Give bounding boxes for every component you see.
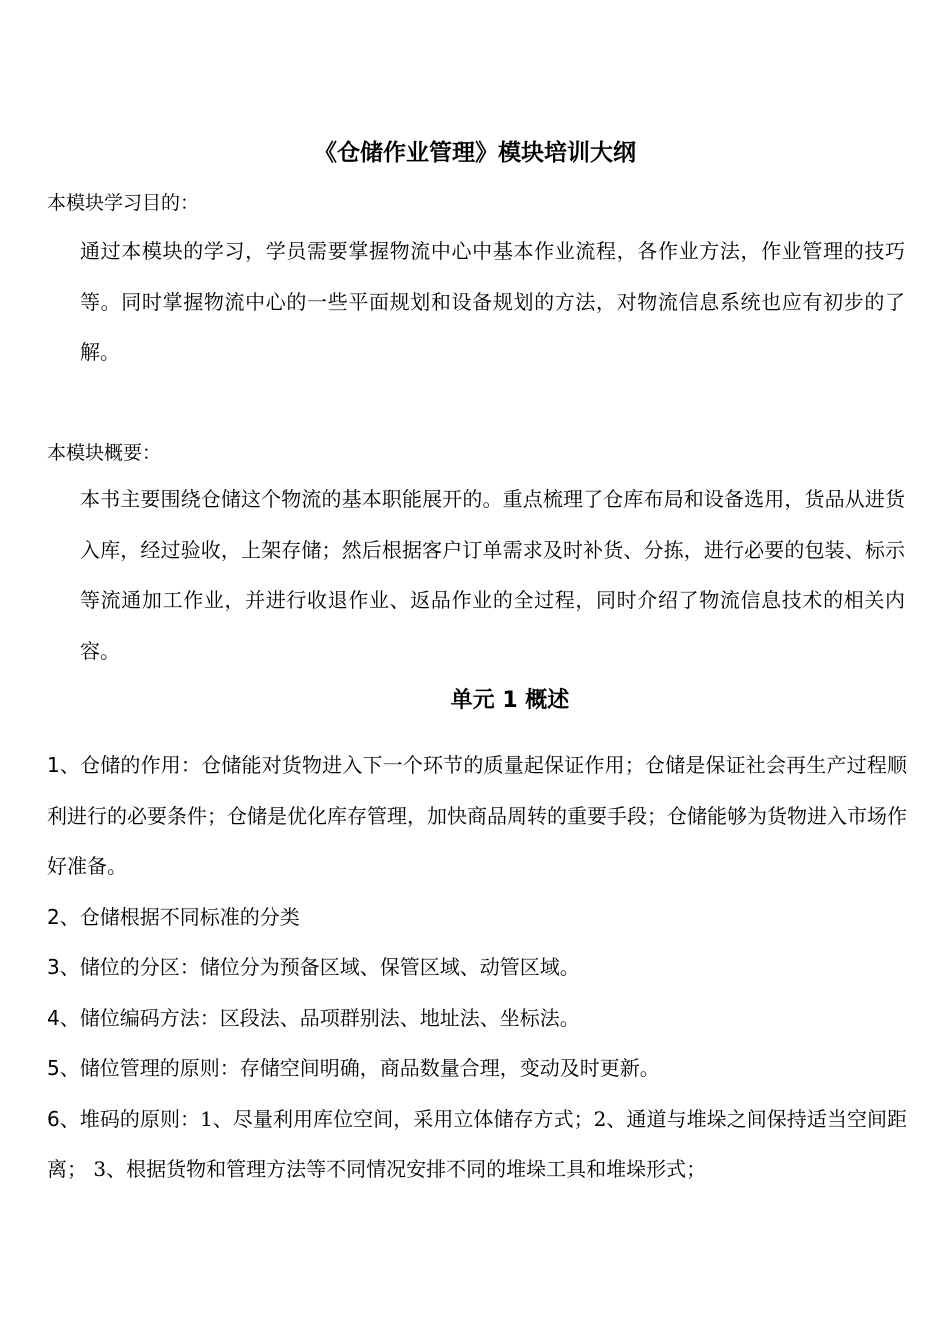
item-text: 1、尽量利用库位空间，采用立体储存方式；2、通道与堆垛之间保持适当空间距离； 3、根据货物和管理方法等不同情况安排不同的堆垛工具和堆垛形式；	[47, 1106, 907, 1181]
list-item	[47, 1043, 907, 1094]
list-item	[47, 892, 907, 943]
objectives-heading: 本模块学习目的：	[47, 192, 200, 214]
list-item	[47, 1094, 907, 1195]
list-item	[47, 740, 907, 892]
item-text: 储位分为预备区域、保管区域、动管区域。	[199, 955, 580, 979]
item-label: 5、储位管理的原则：	[47, 1056, 240, 1080]
item-label: 1、仓储的作用：	[47, 753, 202, 777]
overview-heading: 本模块概要：	[47, 442, 162, 464]
item-list	[47, 740, 907, 1195]
overview-paragraph: 本书主要围绕仓储这个物流的基本职能展开的。重点梳理了仓库布局和设备选用，货品从进货入库，经过验收，上架存储；然后根据客户订单需求及时补货、分拣，进行必要的包装、标示等流通加工作业，并进行收退作业、返品作业的全过程，同时介绍了物流信息技术的相关内容。	[80, 487, 905, 663]
list-item	[47, 993, 907, 1044]
item-text: 仓储能对货物进入下一个环节的质量起保证作用；仓储是保证社会再生产过程顺利进行的必要条件；仓储是优化库存管理，加快商品周转的重要手段；仓储能够为货物进入市场作好准备。	[47, 753, 907, 878]
item-text: 存储空间明确，商品数量合理，变动及时更新。	[239, 1056, 660, 1080]
item-label: 6、堆码的原则：	[47, 1106, 201, 1131]
item-label: 3、储位的分区：	[47, 955, 200, 979]
objectives-paragraph: 通过本模块的学习，学员需要掌握物流中心中基本作业流程，各作业方法，作业管理的技巧等。同时掌握物流中心的一些平面规划和设备规划的方法，对物流信息系统也应有初步的了解。	[80, 239, 905, 364]
item-label: 2、仓储根据不同标准的分类	[47, 904, 300, 929]
list-item	[47, 942, 907, 993]
unit-title: 单元 1 概述	[450, 688, 570, 713]
item-text: 区段法、品项群别法、地址法、坐标法。	[219, 1005, 580, 1030]
document-title: 《仓储作业管理》模块培训大纲	[314, 140, 636, 166]
item-label: 4、储位编码方法：	[47, 1005, 220, 1030]
